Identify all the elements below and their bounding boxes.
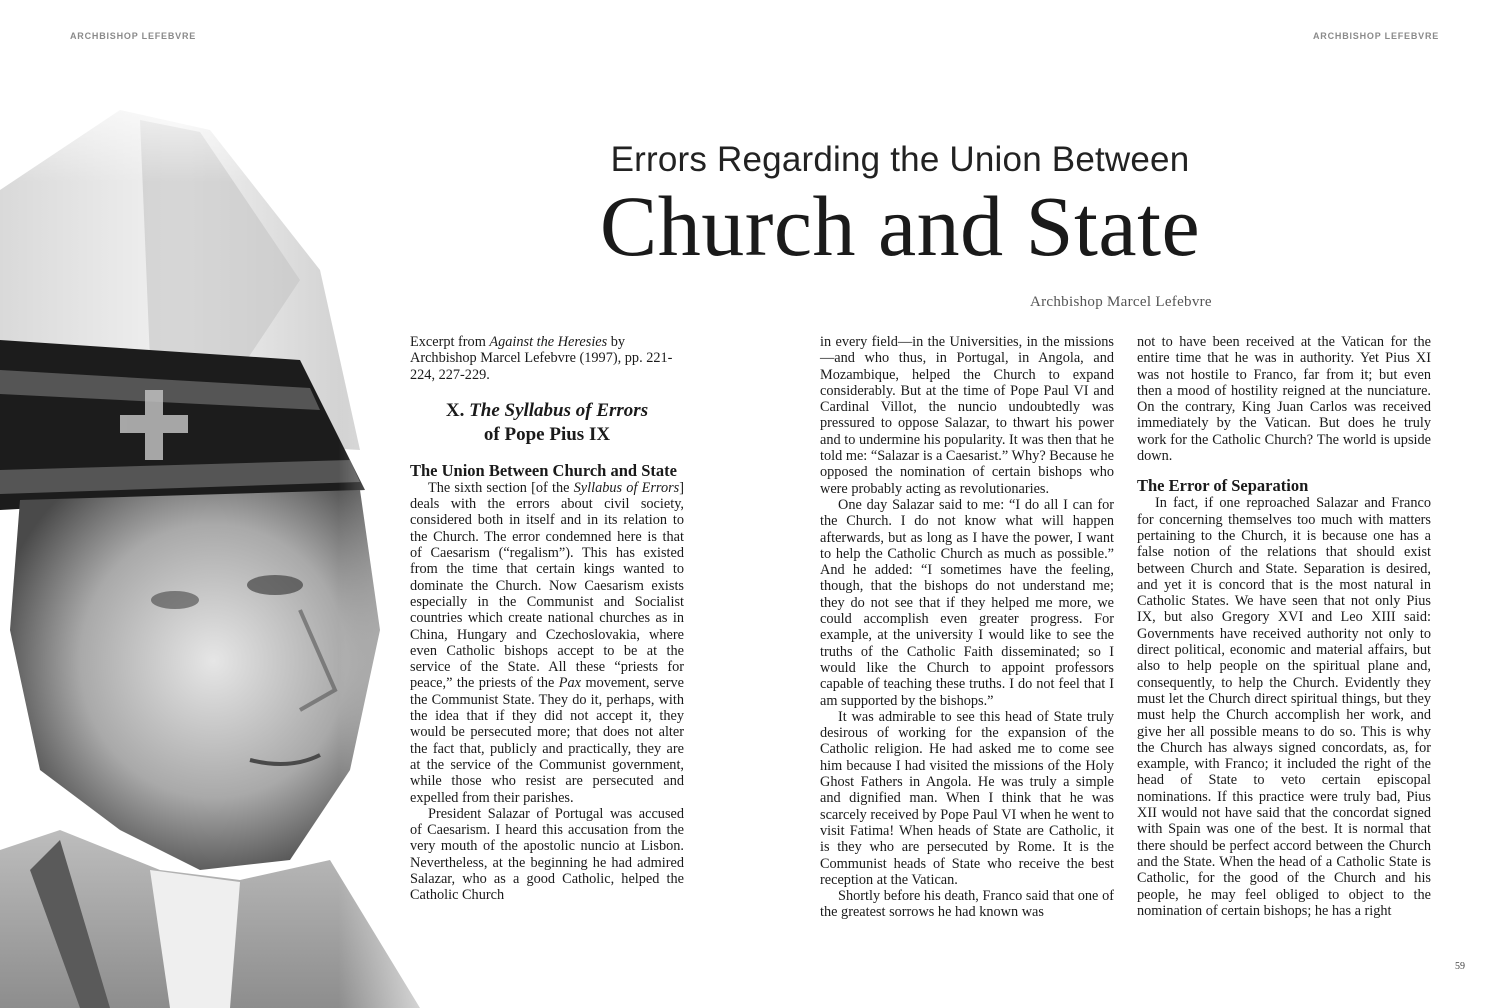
paragraph: Shortly before his death, Franco said that one of the greatest sorrows he had known was (820, 888, 1114, 921)
paragraph: It was admirable to see this head of State truly desirous of working for the expansion of the Catholic religion. He had asked me to come see him because I had visited the missions of the Holy Ghost Fathers in Angola. He was truly a simple and dignified man. When I think that he was scarcely received by Pope Paul VI when he went to visit Fatima! When heads of State are Catholic, it is they who are persecuted by Rome. It is the Communist heads of State who receive the best reception at the Vatican. (820, 708, 1114, 888)
text-column-1 (410, 334, 684, 904)
page-title: Church and State (599, 178, 1201, 274)
paragraph: One day Salazar said to me: “I do all I can for the Church. I do not know what will happen afterwards, but as long as I have the power, I want to help the Catholic Church as much as possible.” And he added: “I sometimes have the feeling, though, that the bishops do not understand me; they do not see that if they helped me more, we could accomplish even greater progress. For example, at the university I would like to see the truths of the Catholic Faith disseminated; so I would like the Church to appoint professors capable of teaching these truths. I do not feel that I am supported by the bishops.” (820, 496, 1114, 709)
subheading-union: The Union Between Church and State (410, 460, 677, 480)
running-head-right: ARCHBISHOP LEFEBVRE (1313, 31, 1440, 41)
running-head-left: ARCHBISHOP LEFEBVRE (70, 31, 197, 41)
paragraph: The sixth section [of the Syllabus of Errors] deals with the errors about civil society, considered both in itself and in its relation to the Church. The error condemned here is that of Caesarism (“regalism”). This has existed from the time that certain kings wanted to dominate the Church. Now Caesarism exists especially in the Communist and Socialist countries which create national churches as in China, Hungary and Czechoslovakia, where even Catholic bishops accept to be at the service of the State. All these “priests for peace,” the priests of the Pax movement, serve the Communist State. They do it, perhaps, with the idea that if they did not accept it, they would be persecuted more; that does not alter the fact that, publicly and practically, they are at the service of the Communist government, while those who resist are persecuted and expelled from their parishes. (410, 479, 684, 806)
byline: Archbishop Marcel Lefebvre (1030, 294, 1212, 310)
subheading-separation: The Error of Separation (1137, 476, 1309, 496)
paragraph: President Salazar of Portugal was accused of Caesarism. I heard this accusation from the very mouth of the apostolic nuncio at Lisbon. Nevertheless, at the beginning he had admired Salazar, who as a good Catholic, helped the Catholic Church (410, 805, 684, 904)
paragraph: not to have been received at the Vatican for the entire time that he was in authority. Yet Pius XI was not hostile to Franco, far from it; but even then a mood of hostility reigned at the nunciature. On the contrary, King Juan Carlos was received immediately by the Vatican. But does he truly work for the Catholic Church? The world is upside down. (1137, 334, 1431, 465)
text-column-2 (820, 334, 1114, 921)
paragraph: In fact, if one reproached Salazar and Franco for concerning themselves too much with matters pertaining to the Church, it is because one has a false notion of the relations that should exist between Church and State. Separation is desired, and yet it is concord that is the most natural in Catholic States. We have seen that not only Pius IX, but also Gregory XVI and Leo XIII said: Governments have received authority not only to direct political, economic and material affairs, but also to help people on the spiritual plane and, consequently, to help the Church. Evidently they must let the Church direct spiritual things, but they must help the Church accomplish her work, and give her all possible means to do so. This is why the Church has always signed concordats, as, for example, with Franco; it included the right of the head of State to veto certain episcopal nominations. If this practice were truly bad, Pius XII would not have said that the concordat signed with Spain was one of the best. It is normal that there should be perfect accord between the Church and the State. When the head of a Catholic State is Catholic, for the good of the Church and his people, he may feel obliged to object to the nomination of certain bishops; he has a right (1137, 495, 1431, 919)
text-column-3 (1137, 334, 1431, 919)
title-kicker: Errors Regarding the Union Between (610, 140, 1190, 179)
page-number: 59 (1455, 961, 1465, 972)
book-title: Against the Heresies (489, 334, 608, 350)
paragraph: in every field—in the Universities, in the missions—and who thus, in Portugal, in Angola, and Mozambique, helped the Church to expand considerably. But at the time of Pope Paul VI and Cardinal Villot, the nuncio undoubtedly was pressured to oppose Salazar, to thwart his power and to undermine his popularity. It was then that he told me: “Salazar is a Caesarist.” Why? Because he opposed the nomination of certain bishops who were probably acting as revolutionaries. (820, 334, 1114, 497)
section-heading: X. The Syllabus of Errors of Pope Pius IX (445, 399, 649, 445)
intro-note: Excerpt from Against the Heresies by Archbishop Marcel Lefebvre (1997), pp. 221-224, 227-229. (410, 334, 673, 383)
archbishop-portrait (0, 70, 470, 1008)
